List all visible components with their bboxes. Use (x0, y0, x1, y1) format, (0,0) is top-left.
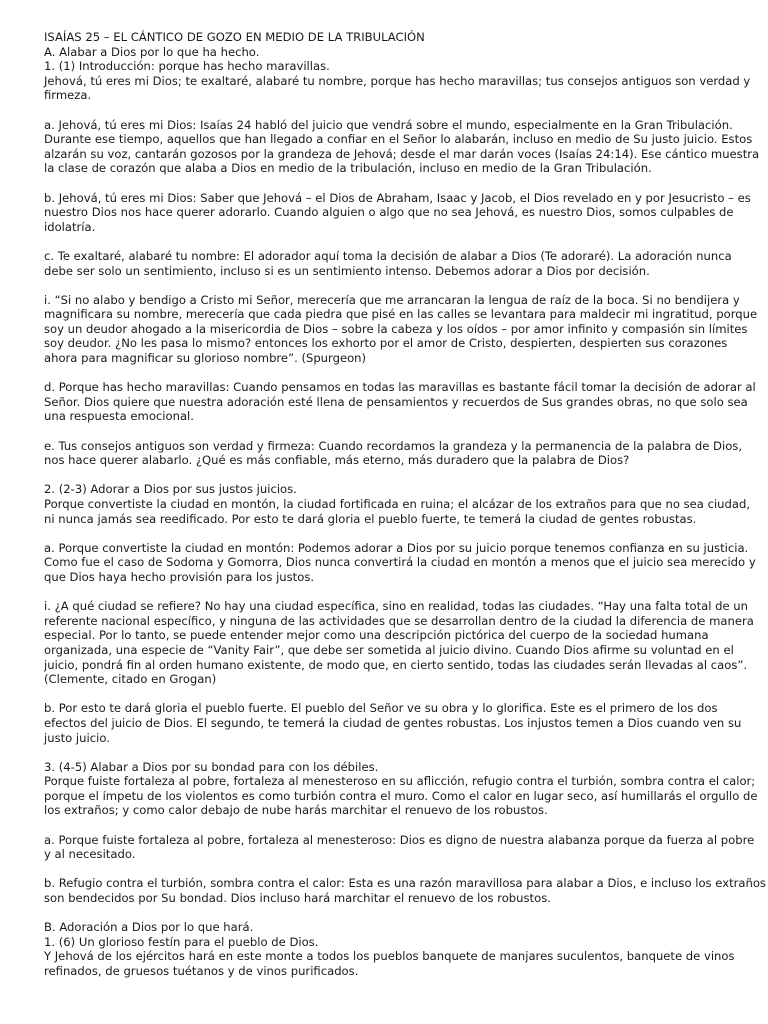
text-line: nos hace querer alabarlo. ¿Qué es más confiable, más eterno, más duradero que la palabra de Dios? (44, 453, 630, 468)
text-line: referente nacional específico, y ninguna de las actividades que se desarrollan dentro de la ciudad la diferencia de manera (44, 613, 754, 628)
text-line: magnificara su nombre, merecería que cada piedra que pisé en las calles se levantara para maldecir mi ingratitud, porque (44, 307, 758, 322)
paragraph (44, 876, 766, 906)
text-line: ni nunca jamás sea reedificado. Por esto te dará gloria el pueblo fuerte, te temerá la ciudad de gentes robustas. (44, 511, 697, 526)
text-line: Jehová, tú eres mi Dios; te exaltaré, alabaré tu nombre, porque has hecho maravillas; tus consejos antiguos son verdad y (44, 73, 751, 88)
text-line: a. Porque convertiste la ciudad en montón: Podemos adorar a Dios por su juicio porque tenemos confianza en su justicia. (44, 540, 749, 555)
text-line: i. ¿A qué ciudad se refiere? No hay una ciudad específica, sino en realidad, todas las ciudades. “Hay una falta total de un (44, 599, 749, 614)
paragraph (44, 920, 735, 978)
text-line: i. “Si no alabo y bendigo a Cristo mi Señor, merecería que me arrancaran la lengua de raíz de la boca. Si no bendijera y (44, 292, 740, 307)
text-line: b. Jehová, tú eres mi Dios: Saber que Jehová – el Dios de Abraham, Isaac y Jacob, el Dios revelado en y por Jesucristo – es (44, 190, 751, 205)
text-line: b. Refugio contra el turbión, sombra contra el calor: Esta es una razón maravillosa para alabar a Dios, e incluso los extraños (44, 876, 766, 891)
text-line: soy un deudor ahogado a la misericordia de Dios – sobre la cabeza y los oídos – por amor infinito y compasión sin límites (44, 321, 748, 336)
text-line: que Dios haya hecho provisión para los justos. (44, 569, 315, 584)
text-line: son bendecidos por Su bondad. Dios incluso hará marchitar el renuevo de los robustos. (44, 891, 551, 906)
text-line: B. Adoración a Dios por lo que hará. (44, 920, 254, 935)
text-line: refinados, de gruesos tuétanos y de vinos purificados. (44, 964, 359, 978)
text-line: soy deudor. ¿No les pasa lo mismo? entonces los exhorto por el amor de Cristo, despierten, despierten sus corazones (44, 336, 728, 351)
paragraph (44, 292, 758, 366)
paragraph (44, 701, 742, 745)
paragraph (44, 599, 754, 687)
text-line: Como fue el caso de Sodoma y Gomorra, Dios nunca convertirá la ciudad en montón a menos que el juicio sea merecido y (44, 555, 756, 570)
paragraph (44, 540, 756, 585)
text-line: idolatría. (44, 219, 96, 234)
text-line: e. Tus consejos antiguos son verdad y firmeza: Cuando recordamos la grandeza y la permanencia de la palabra de Dios, (44, 438, 743, 453)
paragraph (44, 832, 755, 862)
text-line: la clase de corazón que alaba a Dios en medio de la tribulación, incluso en medio de la Gran Tribulación. (44, 161, 652, 176)
text-line: Durante ese tiempo, aquellos que han llegado a confiar en el Señor lo alabarán, incluso en medio de Su justo juicio. Estos (44, 132, 753, 147)
text-line: a. Jehová, tú eres mi Dios: Isaías 24 habló del juicio que vendrá sobre el mundo, especialmente en la Gran Tribulación. (44, 117, 733, 132)
text-line: nuestro Dios nos hace querer adorarlo. Cuando alguien o algo que no sea Jehová, es nuestro Dios, somos culpables de (44, 205, 734, 220)
paragraph (44, 117, 760, 176)
text-line: Y Jehová de los ejércitos hará en este monte a todos los pueblos banquete de manjares suculentos, banquete de vinos (44, 949, 735, 964)
paragraph (44, 248, 732, 278)
text-line: 3. (4-5) Alabar a Dios por su bondad para con los débiles. (44, 759, 379, 774)
text-line: especial. Por lo tanto, se puede entender mejor como una descripción pictórica del cuerpo de la sociedad humana (44, 628, 709, 643)
text-line: ISAÍAS 25 – EL CÁNTICO DE GOZO EN MEDIO DE LA TRIBULACIÓN (44, 30, 425, 44)
text-line: 1. (1) Introducción: porque has hecho maravillas. (44, 59, 330, 74)
text-line: Porque fuiste fortaleza al pobre, fortaleza al menesteroso en su aflicción, refugio contra el turbión, sombra contra el calor; (44, 774, 756, 789)
paragraph (44, 438, 743, 468)
text-line: juicio, pondrá fin al orden humano existente, de modo que, en cierto sentido, todas las ciudades serán llevadas al caos”. (44, 657, 748, 672)
text-line: y al necesitado. (44, 847, 136, 862)
text-line: debe ser solo un sentimiento, incluso si es un sentimiento intenso. Debemos adorar a Dios por decisión. (44, 263, 650, 278)
text-line: alzarán su voz, cantarán gozosos por la grandeza de Jehová; desde el mar darán voces (Isaías 24:14). Ese cántico muestra (44, 146, 760, 161)
text-line: 2. (2-3) Adorar a Dios por sus justos juicios. (44, 482, 297, 497)
text-line: d. Porque has hecho maravillas: Cuando pensamos en todas las maravillas es bastante fácil tomar la decisión de adorar al (44, 380, 756, 395)
text-line: una respuesta emocional. (44, 409, 194, 424)
text-line: (Clemente, citado en Grogan) (44, 672, 217, 687)
text-line: porque el ímpetu de los violentos es como turbión contra el muro. Como el calor en lugar seco, así humillarás el orgullo de (44, 788, 758, 803)
paragraph (44, 759, 758, 818)
text-line: los extraños; y como calor debajo de nube harás marchitar el renuevo de los robustos. (44, 803, 548, 818)
paragraph (44, 30, 751, 103)
text-line: firmeza. (44, 88, 92, 103)
text-line: justo juicio. (44, 730, 110, 745)
text-line: Señor. Dios quiere que nuestra adoración esté llena de pensamientos y recuerdos de Sus grandes obras, no que solo sea (44, 394, 748, 409)
text-line: organizada, una especie de “Vanity Fair”, que debe ser sometida al juicio divino. Cuando Dios afirme su voluntad en el (44, 642, 734, 657)
text-line: A. Alabar a Dios por lo que ha hecho. (44, 44, 260, 59)
text-line: Porque convertiste la ciudad en montón, la ciudad fortificada en ruina; el alcázar de los extraños para que no sea ciudad, (44, 497, 751, 511)
text-line: a. Porque fuiste fortaleza al pobre, fortaleza al menesteroso: Dios es digno de nuestra alabanza porque da fuerza al pobre (44, 832, 755, 847)
paragraph (44, 190, 751, 235)
text-line: ahora para magnificar su glorioso nombre”. (Spurgeon) (44, 351, 367, 366)
paragraph (44, 482, 751, 526)
text-line: b. Por esto te dará gloria el pueblo fuerte. El pueblo del Señor ve su obra y lo glorifica. Este es el primero de los dos (44, 701, 718, 716)
text-line: 1. (6) Un glorioso festín para el pueblo de Dios. (44, 934, 319, 949)
text-line: efectos del juicio de Dios. El segundo, te temerá la ciudad de gentes robustas. Los injustos temen a Dios cuando ven su (44, 715, 742, 730)
paragraph (44, 380, 756, 424)
text-line: c. Te exaltaré, alabaré tu nombre: El adorador aquí toma la decisión de alabar a Dios (Te adoraré). La adoración nunca (44, 248, 732, 263)
